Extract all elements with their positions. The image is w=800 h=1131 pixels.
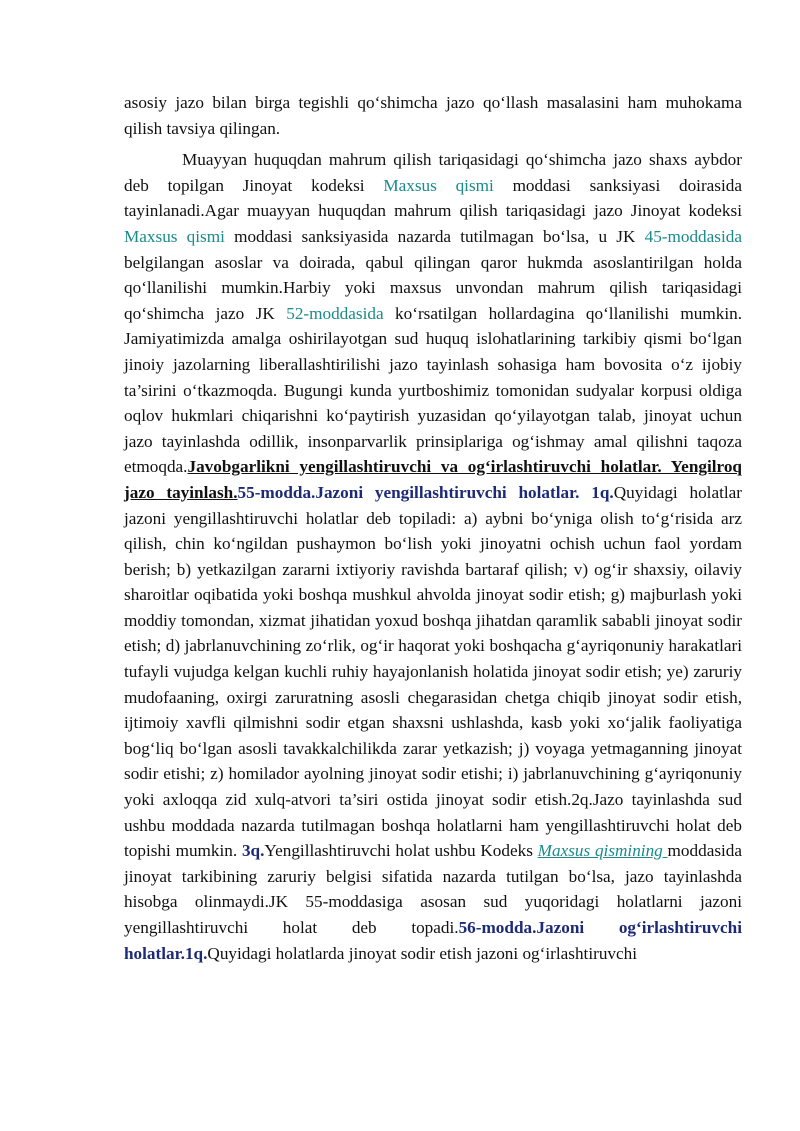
article-56-heading: 56-modda.Jazoni og‘irlashtiruvchi holatlar.1q. bbox=[124, 918, 743, 963]
text-segment: Yengillashtiruvchi holat ushbu Kodeks bbox=[264, 841, 538, 861]
link-maxsus-qismining[interactable]: Maxsus qismining bbox=[537, 841, 668, 861]
paragraph-main bbox=[124, 147, 742, 966]
text-segment: moddasi sanksiyasi doirasida tayinlanadi.Agar muayyan huquqdan mahrum qilish tariqasidagi jazo Jinoyat kodeksi bbox=[124, 175, 742, 221]
document-page bbox=[124, 90, 742, 966]
clause-3q-label: 3q. bbox=[241, 841, 265, 861]
text-segment: ko‘rsatilgan hollardagina qo‘llanilishi mumkin. Jamiyatimizda amalga oshirilayotgan sud huquq islohatlarining tarkibiy qismi bo‘lgan jinoiy jazolarning liberallashtirilishi jazo tayinlash sohasiga ham bovosita o‘z ijobiy ta’sirini o‘tkazmoqda. Bugungi kunda yurtboshimiz tomonidan sudyalar korpusi oldiga oqlov hukmlari chiqarishni ko‘paytirish yuzasidan qo‘yilayotgan talab, jinoyat uchun jazo tayinlashda odillik, insonparvarlik prinsiplariga og‘ishmay amal qilishni taqoza etmoqda. bbox=[124, 303, 742, 477]
link-maxsus-qismi[interactable]: Maxsus qismi bbox=[124, 226, 225, 246]
text-segment: Quyidagi holatlarda jinoyat sodir etish jazoni og‘irlashtiruvchi bbox=[207, 943, 638, 963]
link-45-moddasida[interactable]: 45-moddasida bbox=[644, 226, 742, 246]
text-segment: Muayyan huquqdan mahrum qilish tariqasidagi qo‘shimcha jazo shaxs aybdor deb topilgan Jinoyat kodeksi bbox=[124, 150, 742, 195]
text-segment: moddasi sanksiyasida nazarda tutilmagan bo‘lsa, u JK bbox=[224, 226, 645, 246]
text-segment: moddasida jinoyat tarkibining zaruriy belgisi sifatida nazarda tutilgan bo‘lsa, jazo tayinlashda hisobga olinmaydi.JK 55-moddasiga asosan sud yuqoridagi holatlarni jazoni yengillashtiruvchi holat deb topadi. bbox=[124, 841, 743, 937]
text-segment: belgilangan asoslar va doirada, qabul qilingan qaror hukmda asoslantirilgan holda qo‘llanilishi mumkin.Harbiy yoki maxsus unvondan mahrum qilish tariqasidagi qo‘shimcha jazo JK bbox=[124, 252, 742, 323]
paragraph-intro: asosiy jazo bilan birga tegishli qo‘shimcha jazo qo‘llash masalasini ham muhokama qilish tavsiya qilingan. bbox=[124, 93, 742, 138]
text-segment: Quyidagi holatlar jazoni yengillashtiruvchi holatlar deb topiladi: a) aybni bo‘yniga olish to‘g‘risida arz qilish, chin ko‘ngildan pushaymon bo‘lish yoki jinoyatni ochish uchun faol yordam berish; b) yetkazilgan zararni ixtiyoriy ravishda bartaraf qilish; v) og‘ir shaxsiy, oilaviy sharoitlar oqibatida yoki boshqa mushkul ahvolda jinoyat sodir etish; g) majburlash yoki moddiy tomondan, xizmat jihatidan yoxud boshqa jihatdan qaramlik sababli jinoyat sodir etish; d) jabrlanuvchining zo‘rlik, og‘ir haqorat yoki boshqacha g‘ayriqonuniy harakatlari tufayli vujudga kelgan kuchli ruhiy hayajonlanish holatida jinoyat sodir etish; ye) zaruriy mudofaaning, oxirgi zaruratning asosli chegarasidan chetga chiqib jinoyat sodir etish, ijtimoiy xavfli qilmishni sodir etgan shaxsni ushlashda, kasb yoki xo‘jalik faoliyatiga bog‘liq bo‘lgan asosli tavakkalchilikda zarar yetkazish; j) voyaga yetmaganning jinoyat sodir etishi; z) homilador ayolning jinoyat sodir etishi; i) jabrlanuvchining g‘ayriqonuniy yoki axloqqa zid xulq-atvori ta’siri ostida jinoyat sodir etish.2q.Jazo tayinlashda sud ushbu moddada nazarda tutilmagan boshqa holatlarni ham yengillashtiruvchi holat deb topishi mumkin. bbox=[124, 482, 742, 861]
link-maxsus-qismi[interactable]: Maxsus qismi bbox=[383, 175, 494, 195]
article-55-heading: 55-modda.Jazoni yengillashtiruvchi holatlar. 1q. bbox=[237, 482, 614, 502]
link-52-moddasida[interactable]: 52-moddasida bbox=[286, 303, 384, 323]
section-heading: Javobgarlikni yengillashtiruvchi va og‘irlashtiruvchi holatlar. Yengilroq jazo tayinlash. bbox=[124, 457, 742, 502]
